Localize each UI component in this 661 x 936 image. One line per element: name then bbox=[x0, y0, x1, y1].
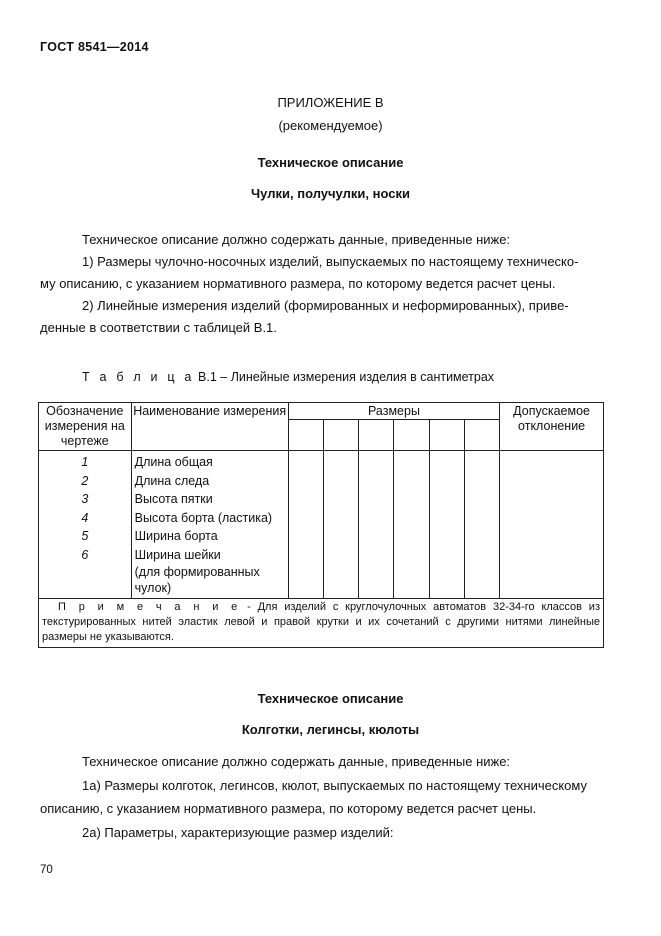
section1-intro: Техническое описание должно содержать данные, приведенные ниже: bbox=[82, 232, 511, 247]
designation-6: 6 bbox=[81, 547, 89, 562]
section2-intro: Техническое описание должно содержать данные, приведенные ниже: bbox=[82, 754, 511, 769]
section1-item2-line1: 2) Линейные измерения изделий (формированных и неформированных), приве- bbox=[82, 298, 569, 313]
section2-subheading: Колготки, легинсы, кюлоты bbox=[241, 722, 420, 737]
section2-item1-line2: описанию, с указанием нормативного размера, по которому ведется расчет цены. bbox=[40, 801, 537, 816]
table-body-row bbox=[39, 451, 604, 599]
table-caption-text: В.1 – Линейные измерения изделия в сантиметрах bbox=[194, 370, 495, 384]
section2-item2-line1: 2а) Параметры, характеризующие размер изделий: bbox=[82, 824, 394, 840]
size-cell-2 bbox=[323, 451, 358, 599]
section1-body bbox=[40, 229, 603, 339]
size-col-4 bbox=[394, 420, 429, 451]
size-col-6 bbox=[464, 420, 499, 451]
section2-body bbox=[40, 750, 603, 844]
name-3: Высота пятки bbox=[134, 492, 213, 506]
name-1: Длина общая bbox=[134, 455, 213, 469]
size-col-2 bbox=[323, 420, 358, 451]
document-header: ГОСТ 8541—2014 bbox=[40, 40, 149, 54]
header-designation: Обозначение измерения на чертеже bbox=[39, 403, 132, 451]
name-5: Ширина борта bbox=[134, 529, 218, 543]
table-note-row bbox=[39, 599, 604, 648]
measurements-table bbox=[38, 402, 604, 648]
section2-item1-line1: 1а) Размеры колготок, легинсов, кюлот, выпускаемых по настоящему техническому bbox=[82, 777, 587, 793]
table-caption bbox=[82, 370, 494, 384]
header-name: Наименование измерения bbox=[131, 403, 288, 451]
size-cell-4 bbox=[394, 451, 429, 599]
designation-4: 4 bbox=[81, 510, 89, 525]
section1-item1-line2: му описанию, с указанием нормативного размера, по которому ведется расчет цены. bbox=[40, 276, 556, 291]
note-prefix: П р и м е ч а н и е bbox=[58, 601, 241, 613]
table-header-row bbox=[39, 403, 604, 420]
note-text: - Для изделий с круглочулочных автоматов 32-34-го классов из текстурированных нитей эластик левой и правой крутки и их сочетаний с другими нитями линейные размеры не указываются. bbox=[42, 601, 600, 643]
appendix-subtitle: (рекомендуемое) bbox=[278, 118, 383, 133]
name-6: Ширина шейки bbox=[134, 547, 221, 562]
header-tolerance: Допускаемое отклонение bbox=[500, 403, 604, 451]
size-cell-6 bbox=[464, 451, 499, 599]
designation-2: 2 bbox=[81, 473, 89, 488]
section1-item2-line2: денные в соответствии с таблицей В.1. bbox=[40, 320, 277, 335]
designation-5: 5 bbox=[81, 529, 89, 543]
name-cell bbox=[131, 451, 288, 599]
designation-3: 3 bbox=[81, 492, 89, 506]
appendix-title: ПРИЛОЖЕНИЕ В bbox=[277, 95, 384, 110]
section1-item1-line1: 1) Размеры чулочно-носочных изделий, выпускаемых по настоящему техническо- bbox=[82, 254, 579, 269]
header-sizes: Размеры bbox=[288, 403, 499, 420]
table-note bbox=[39, 599, 604, 648]
section1-heading: Техническое описание bbox=[257, 155, 404, 170]
designation-1: 1 bbox=[81, 455, 89, 469]
size-cell-1 bbox=[288, 451, 323, 599]
table-caption-prefix: Т а б л и ц а bbox=[82, 370, 195, 384]
name-4: Высота борта (ластика) bbox=[134, 510, 273, 525]
page-number: 70 bbox=[40, 864, 53, 876]
name-6-continuation: (для формированных чулок) bbox=[134, 565, 260, 595]
designation-cell bbox=[39, 451, 132, 599]
size-col-5 bbox=[429, 420, 464, 451]
tolerance-cell bbox=[500, 451, 604, 599]
size-col-3 bbox=[359, 420, 394, 451]
size-col-1 bbox=[288, 420, 323, 451]
size-cell-5 bbox=[429, 451, 464, 599]
section2-heading: Техническое описание bbox=[257, 691, 404, 706]
section1-subheading: Чулки, получулки, носки bbox=[251, 186, 410, 201]
name-2: Длина следа bbox=[134, 473, 210, 488]
size-cell-3 bbox=[359, 451, 394, 599]
